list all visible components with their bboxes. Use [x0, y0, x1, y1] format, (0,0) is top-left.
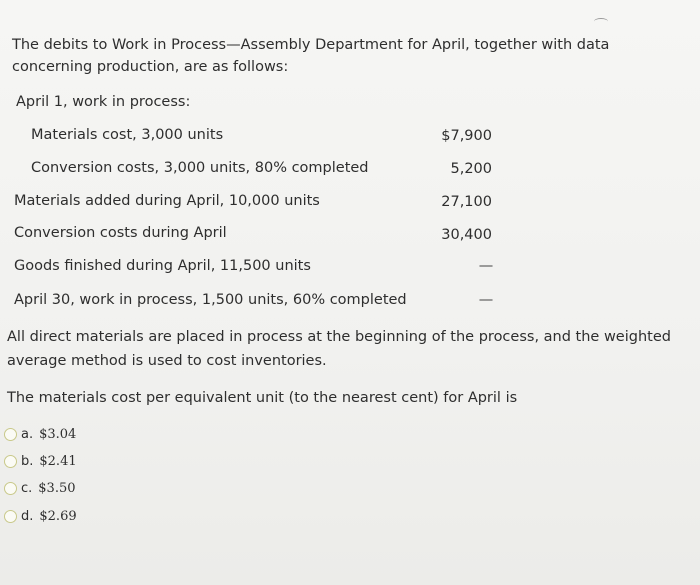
option-c[interactable]	[4, 478, 76, 498]
row-value-materials-cost: $7,900	[441, 128, 492, 144]
row-value-conversion-costs: 5,200	[450, 161, 492, 177]
radio-button-icon[interactable]	[4, 510, 17, 523]
row-label-april1-wip: April 1, work in process:	[16, 94, 191, 110]
option-letter: a.	[21, 426, 34, 442]
radio-button-icon[interactable]	[4, 455, 17, 468]
row-label-materials-added: Materials added during April, 10,000 units	[14, 193, 320, 209]
option-b[interactable]	[4, 451, 77, 471]
row-value-conversion-during-april: 30,400	[441, 227, 492, 243]
problem-intro: The debits to Work in Process—Assembly Department for April, together with data concerning production, are as follows:	[12, 37, 610, 75]
option-d[interactable]	[4, 506, 77, 526]
curl-mark	[594, 18, 608, 25]
option-value: $3.04	[39, 426, 77, 442]
option-value: $2.69	[39, 508, 77, 524]
row-label-goods-finished: Goods finished during April, 11,500 units	[14, 258, 311, 274]
option-letter: d.	[21, 508, 34, 524]
option-a[interactable]	[4, 424, 76, 444]
method-note: All direct materials are placed in process at the beginning of the process, and the weighted average method is used to cost inventories.	[7, 329, 671, 369]
row-value-april30-wip: —	[478, 292, 494, 308]
option-letter: c.	[21, 480, 33, 496]
row-label-conversion-costs: Conversion costs, 3,000 units, 80% completed	[31, 160, 369, 176]
option-value: $3.50	[38, 480, 76, 496]
question-text: The materials cost per equivalent unit (to the nearest cent) for April is	[7, 390, 518, 406]
row-label-april30-wip: April 30, work in process, 1,500 units, 60% completed	[14, 292, 407, 308]
row-label-conversion-during-april: Conversion costs during April	[14, 225, 227, 241]
radio-button-icon[interactable]	[4, 428, 17, 441]
option-value: $2.41	[39, 453, 77, 469]
radio-button-icon[interactable]	[4, 482, 17, 495]
row-label-materials-cost: Materials cost, 3,000 units	[31, 127, 224, 143]
row-value-materials-added: 27,100	[441, 194, 492, 210]
option-letter: b.	[21, 453, 34, 469]
row-value-goods-finished: —	[478, 258, 494, 274]
